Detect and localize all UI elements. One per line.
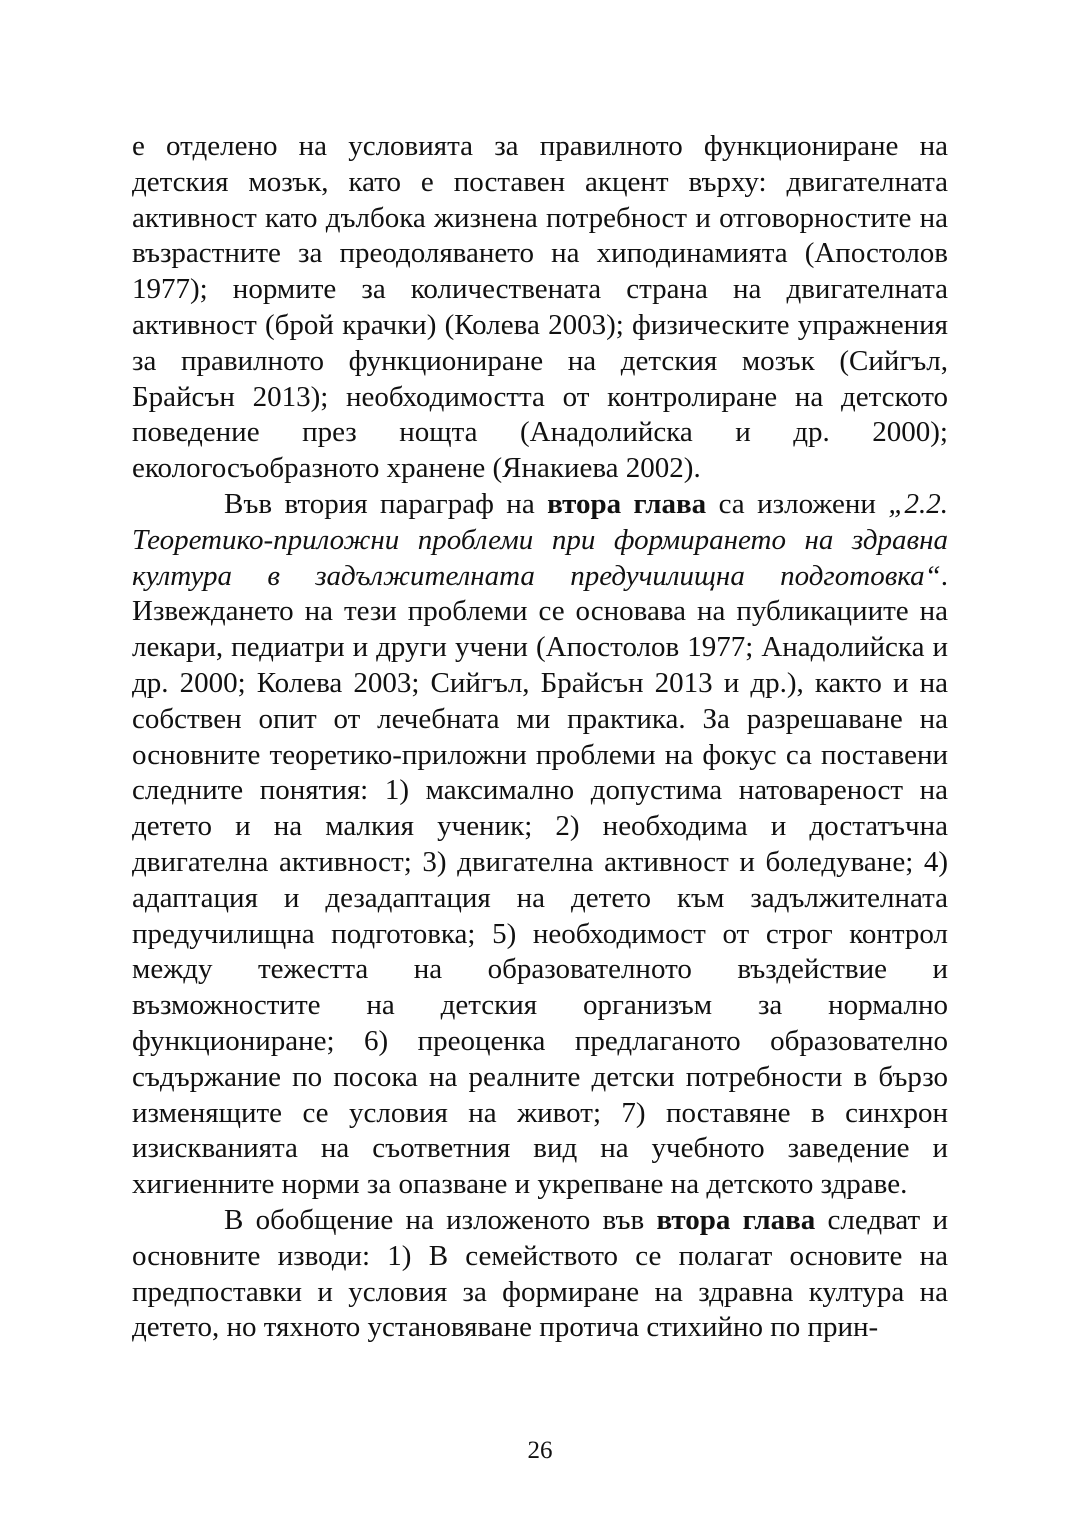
paragraph-3-body: следват и основните изводи: 1) В семейството се полагат основите на предпоставки и условия за формиране на здравна култура на детето, но тяхното установяване протича стихийно по прин- [132, 1203, 948, 1344]
paragraph-3-bold-term: втора глава [656, 1203, 816, 1236]
paragraph-2-intro: Във втория параграф на [224, 487, 548, 520]
paragraph-3-intro: В обобщение на изложеното във [224, 1203, 657, 1236]
section-title-italic: „2.2. Теоретико-приложни проблеми при формирането на здравна култура в задължителната предучилищна подготовка“ [132, 487, 948, 592]
paragraph-1-text: е отделено на условията за правилното функциониране на детския мозък, като е поставен акцент върху: двигателната активност като дълбока жизнена потребност и отговорностите на възрастните за преодоляването на хиподинамията (Апостолов 1977); нормите за количествената страна на двигателната активност (брой крачки) (Колева 2003); физическите упражнения за правилното функциониране на детския мозък (Сийгъл, Брайсън 2013); необходимостта от контролиране на детското поведение през нощта (Анадолийска и др. 2000); екологосъобразното хранене (Янакиева 2002). [132, 130, 948, 485]
page-number: 26 [527, 1437, 553, 1464]
paragraph-2-bold-term: втора глава [547, 487, 707, 520]
paragraph-2-after-bold: са изложени [706, 487, 889, 520]
paragraph-1 [132, 129, 948, 487]
paragraph-2 [132, 487, 948, 1203]
paragraph-2-body: . Извеждането на тези проблеми се основава на публикациите на лекари, педиатри и други учени (Апостолов 1977; Анадолийска и др. 2000; Колева 2003; Сийгъл, Брайсън 2013 и др.), както и на собствен опит от лечебната ми практика. За разрешаване на основните теоретико-приложни проблеми на фокус са поставени следните понятия: 1) максимално допустима натовареност на детето и на малкия ученик; 2) необходима и достатъчна двигателна активност; 3) двигателна активност и боледуване; 4) адаптация и дезадаптация на детето към задължителната предучилищна подготовка; 5) необходимост от строг контрол между тежестта на образователното въздействие и възможностите на детския организъм за нормално функциониране; 6) преоценка предлаганото образователно съдържание по посока на реалните детски потребности в бързо изменящите се условия на живот; 7) поставяне в синхрон изискванията на съответния вид на учебното заведение и хигиенните норми за опазване и укрепване на детското здраве. [132, 559, 948, 1201]
body-text [132, 129, 948, 1346]
paragraph-3 [132, 1203, 948, 1346]
